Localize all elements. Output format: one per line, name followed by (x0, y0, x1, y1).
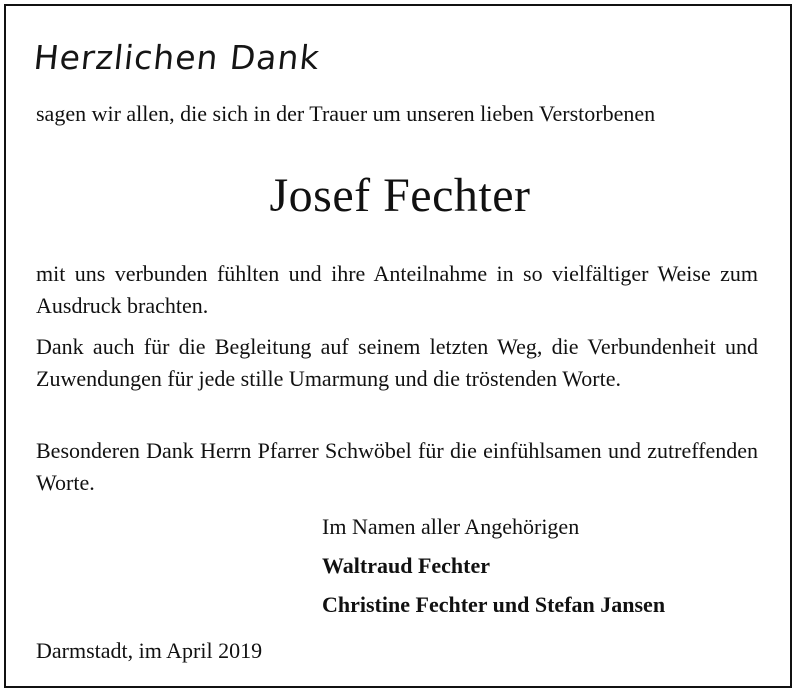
signature-name: Waltraud Fechter (322, 553, 491, 578)
notice-heading: Herzlichen Dank (31, 38, 322, 77)
place-date: Darmstadt, im April 2019 (36, 638, 263, 663)
deceased-name: Josef Fechter (269, 169, 531, 222)
paragraph-accompaniment: Dank auch für die Begleitung auf seinem letzten Weg, die Verbundenheit und Zuwendungen für jede stille Umarmung und die tröstenden Worte. (36, 334, 758, 391)
paragraph-pastor-thanks: Besonderen Dank Herrn Pfarrer Schwöbel für die einfühlsamen und zutreffenden Worte. (36, 438, 758, 495)
intro-line: sagen wir allen, die sich in der Trauer um unseren lieben Verstorbenen (36, 101, 656, 126)
paragraph-sympathy: mit uns verbunden fühlten und ihre Anteilnahme in so vielfältiger Weise zum Ausdruck brachten. (36, 261, 758, 318)
signature-name: Christine Fechter und Stefan Jansen (322, 592, 666, 617)
signature-intro: Im Namen aller Angehörigen (322, 514, 580, 539)
